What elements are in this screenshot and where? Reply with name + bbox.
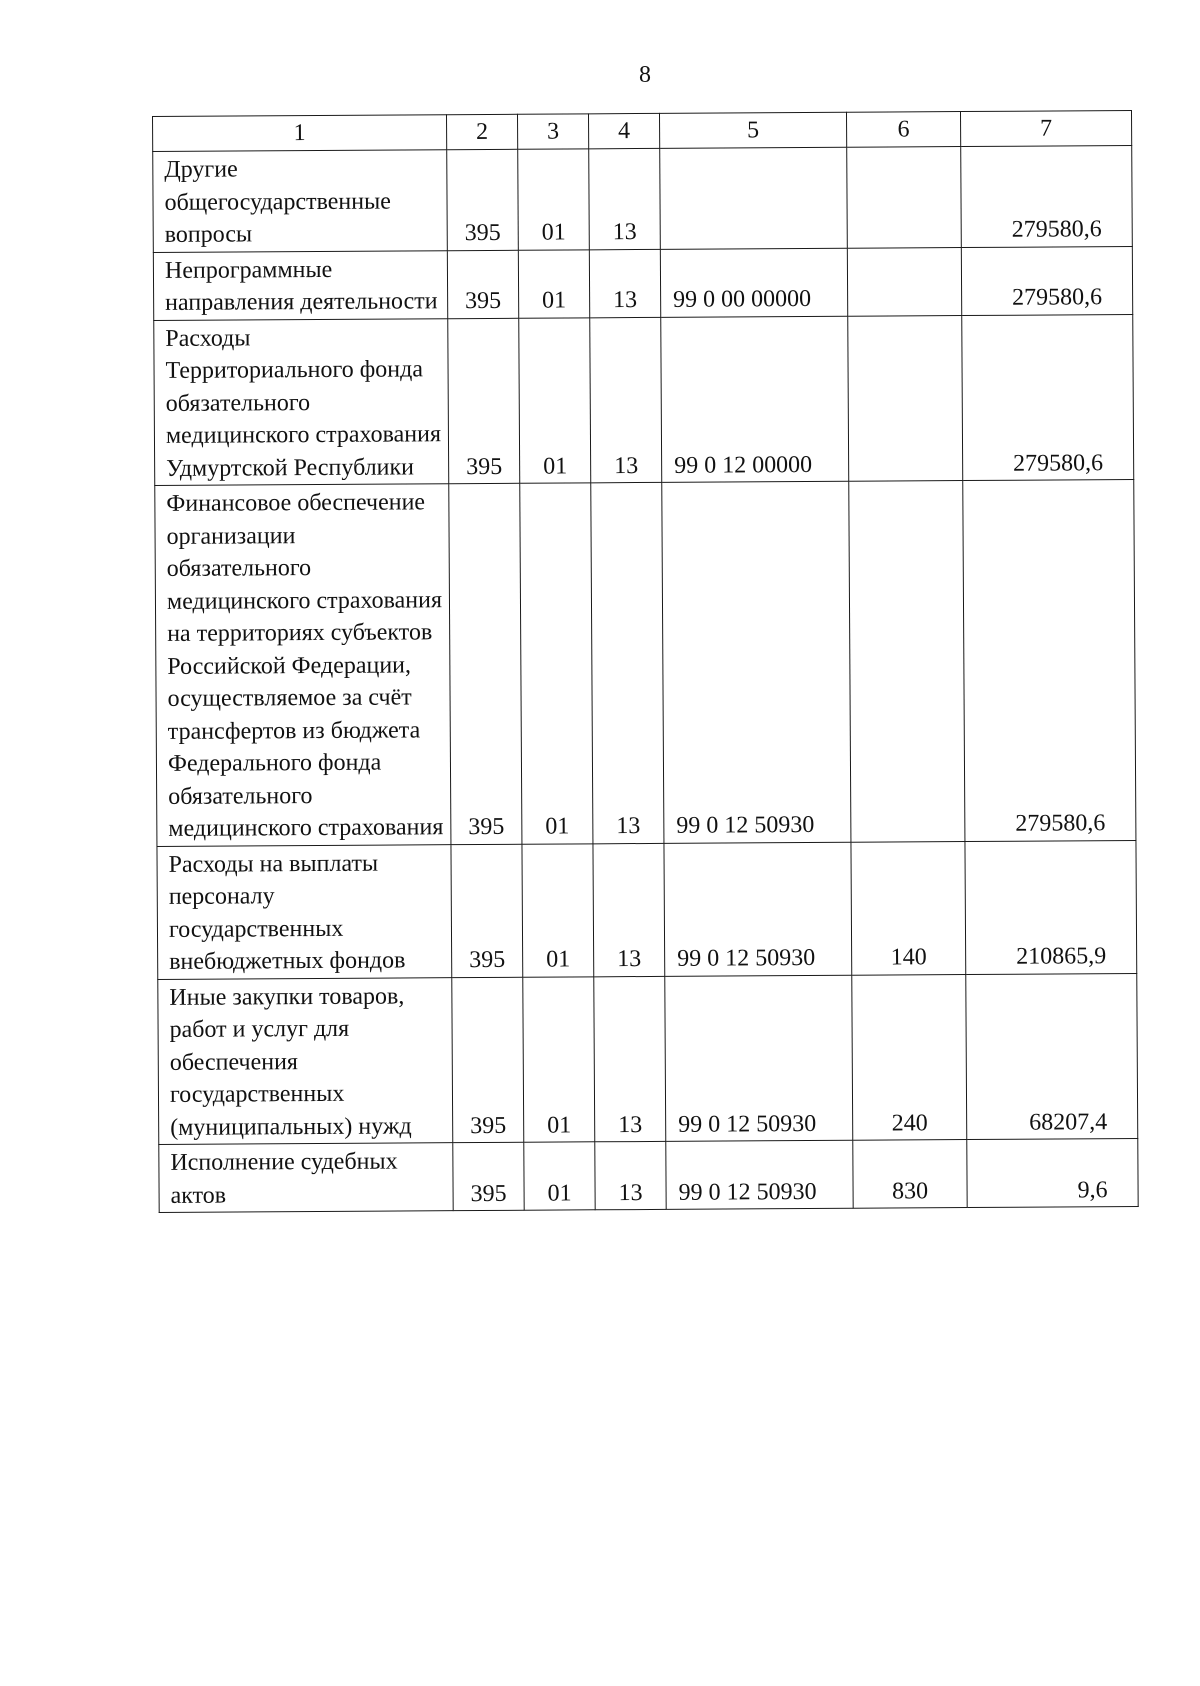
row-col-7: 279580,6 — [963, 480, 1136, 842]
row-col-6: 240 — [852, 974, 967, 1140]
row-col-5: 99 0 00 00000 — [660, 248, 847, 317]
row-col-5: 99 0 12 50930 — [664, 842, 852, 976]
row-col-2: 395 — [451, 844, 523, 977]
budget-table — [152, 110, 1139, 1213]
row-col-7: 210865,9 — [965, 840, 1137, 974]
table-row — [158, 973, 1138, 1144]
row-col-3: 01 — [520, 483, 593, 844]
row-col-3: 01 — [518, 149, 590, 250]
row-col-6 — [847, 247, 961, 316]
table-row — [153, 246, 1132, 320]
row-col-3: 01 — [524, 1142, 595, 1210]
row-col-6 — [849, 481, 965, 842]
row-col-2: 395 — [452, 977, 524, 1143]
row-col-3: 01 — [522, 843, 594, 976]
table-row — [153, 146, 1133, 252]
row-col-6: 140 — [851, 841, 966, 975]
row-col-4: 13 — [590, 317, 662, 483]
row-name: Иные закупки товаров, работ и услуг для обеспечения государственных (муниципальных) нужд — [158, 977, 453, 1144]
table-row — [157, 840, 1137, 979]
row-name: Финансовое обеспечение организации обязательного медицинского страхования на территориях субъектов Российской Федерации, осуществляемое за счёт трансфертов из бюджета Федерального фонда обязательного медицинского страхования — [155, 484, 451, 846]
table-row — [159, 1138, 1138, 1212]
row-col-3: 01 — [523, 976, 595, 1142]
row-col-4: 13 — [591, 482, 664, 843]
row-col-6: 830 — [853, 1140, 967, 1209]
page-number: 8 — [639, 62, 651, 88]
row-name: Исполнение судебных актов — [159, 1143, 453, 1213]
row-col-2: 395 — [453, 1142, 524, 1210]
header-col-5: 5 — [659, 112, 846, 148]
row-col-3: 01 — [519, 317, 591, 483]
header-col-6: 6 — [846, 112, 960, 148]
row-col-7: 279580,6 — [961, 146, 1133, 248]
row-col-4: 13 — [595, 1141, 666, 1209]
row-col-2: 395 — [449, 483, 522, 844]
row-col-4: 13 — [589, 249, 660, 317]
header-col-7: 7 — [960, 111, 1131, 147]
row-col-2: 395 — [447, 250, 518, 318]
row-col-5: 99 0 12 00000 — [661, 316, 849, 483]
table-row — [154, 314, 1134, 485]
header-col-3: 3 — [517, 114, 588, 149]
row-col-5: 99 0 12 50930 — [666, 1140, 853, 1209]
row-col-5: 99 0 12 50930 — [665, 975, 853, 1142]
row-col-4: 13 — [589, 148, 661, 249]
row-name: Расходы Территориального фонда обязательного медицинского страхования Удмуртской Республики — [154, 318, 449, 485]
row-name: Расходы на выплаты персоналу государственных внебюджетных фондов — [157, 844, 452, 979]
row-col-4: 13 — [593, 843, 665, 976]
row-col-2: 395 — [448, 318, 520, 484]
row-col-7: 279580,6 — [961, 246, 1132, 315]
row-col-5 — [660, 147, 848, 249]
table-row — [155, 480, 1136, 846]
row-col-5: 99 0 12 50930 — [662, 481, 851, 843]
header-col-2: 2 — [446, 114, 517, 149]
header-row — [153, 111, 1132, 152]
row-col-3: 01 — [518, 249, 589, 317]
row-col-6 — [848, 315, 963, 481]
row-name: Другие общегосударственные вопросы — [153, 150, 448, 252]
row-name: Непрограммные направления деятельности — [153, 250, 447, 320]
row-col-7: 68207,4 — [966, 973, 1138, 1140]
row-col-2: 395 — [447, 149, 519, 250]
row-col-4: 13 — [594, 976, 666, 1142]
row-col-7: 279580,6 — [962, 314, 1134, 481]
row-col-6 — [847, 147, 962, 248]
header-col-1: 1 — [153, 115, 447, 152]
row-col-7: 9,6 — [967, 1138, 1138, 1207]
header-col-4: 4 — [588, 113, 659, 148]
